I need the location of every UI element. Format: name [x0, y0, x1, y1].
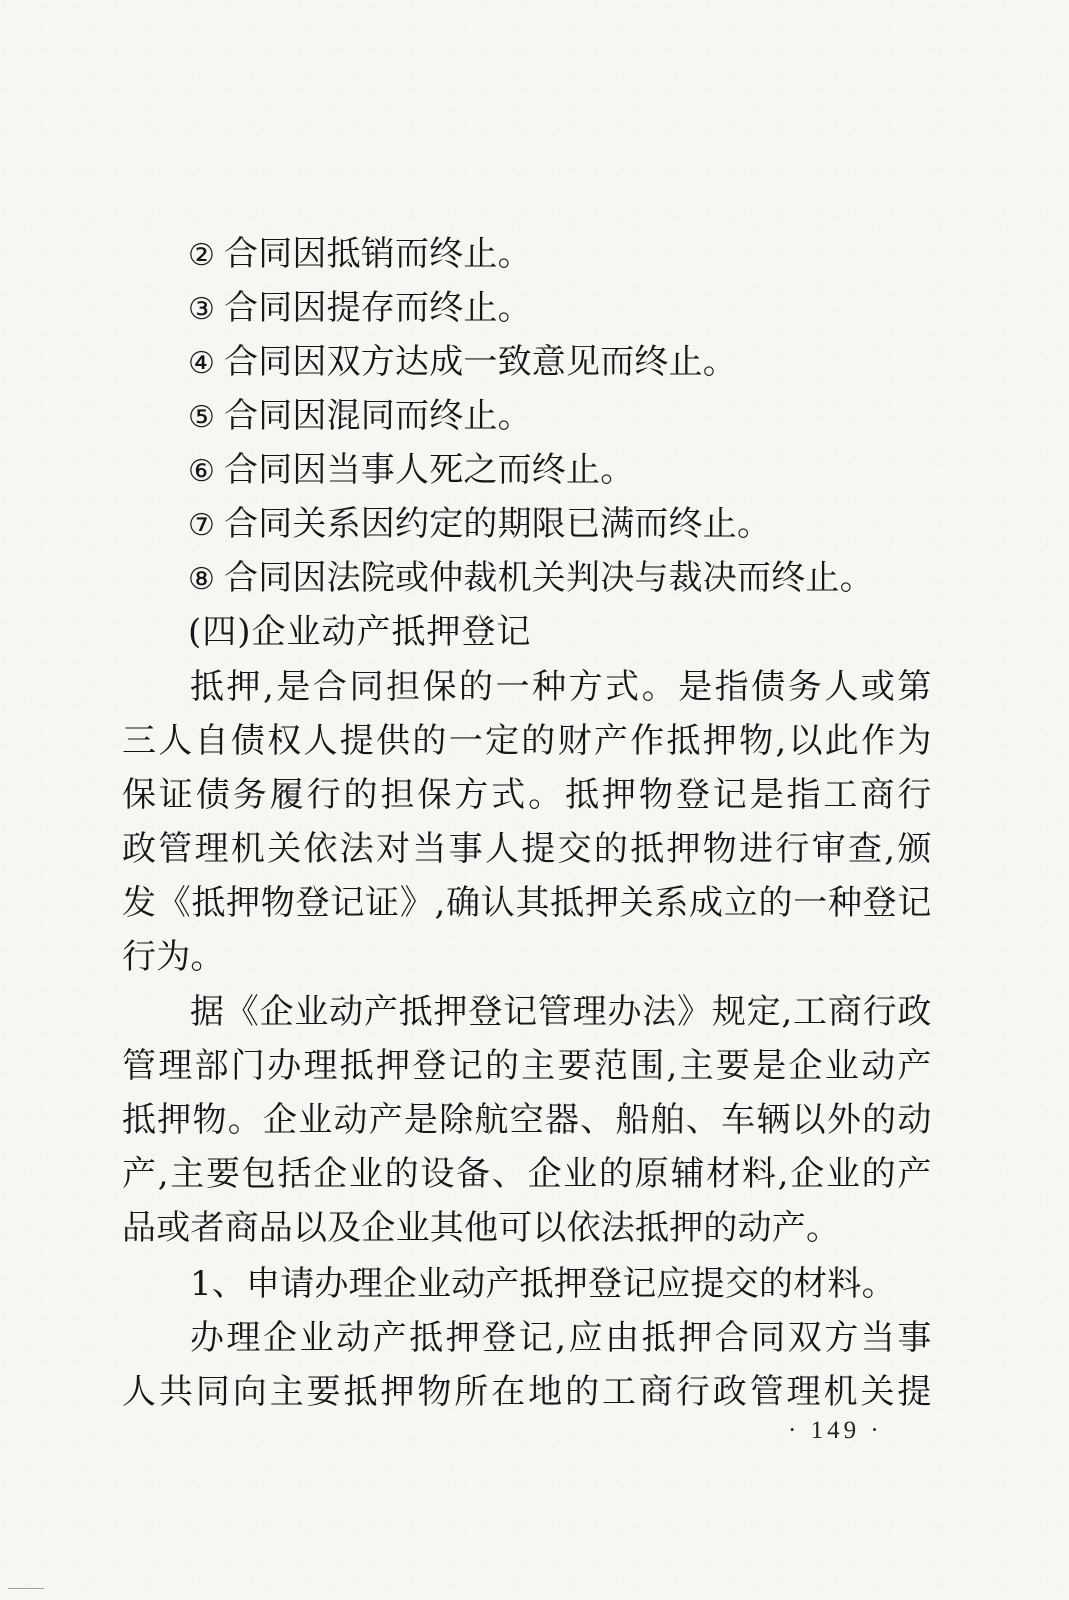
list-marker: ⑥ — [188, 454, 216, 489]
list-item-text: 合同因法院或仲裁机关判决与裁决而终止。 — [224, 558, 874, 598]
scan-edge-mark — [8, 1588, 44, 1589]
list-marker: ⑧ — [188, 562, 216, 597]
paragraph-2-line: 品或者商品以及企业其他可以依法抵押的动产。 — [122, 1208, 841, 1248]
paragraph-1-line: 发《抵押物登记证》,确认其抵押关系成立的一种登记 — [122, 883, 932, 923]
list-marker: ③ — [188, 292, 216, 327]
paragraph-1-line: 保证债务履行的担保方式。抵押物登记是指工商行 — [122, 775, 932, 815]
list-item-text: 合同因提存而终止。 — [224, 288, 532, 328]
list-marker: ④ — [188, 346, 216, 381]
paragraph-2-line: 管理部门办理抵押登记的主要范围,主要是企业动产 — [122, 1046, 932, 1086]
list-item-text: 合同因双方达成一致意见而终止。 — [224, 342, 737, 382]
paragraph-2-line: 据《企业动产抵押登记管理办法》规定,工商行政 — [190, 992, 932, 1032]
paragraph-3-line: 办理企业动产抵押登记,应由抵押合同双方当事 — [190, 1318, 932, 1358]
section-heading: (四)企业动产抵押登记 — [188, 612, 532, 652]
list-marker: ⑤ — [188, 400, 216, 435]
paragraph-1-line: 行为。 — [122, 937, 225, 977]
list-item-text: 合同因抵销而终止。 — [224, 234, 532, 274]
paragraph-2-line: 抵押物。企业动产是除航空器、船舶、车辆以外的动 — [122, 1100, 932, 1140]
list-marker: ⑦ — [188, 508, 216, 543]
paragraph-3-line: 人共同向主要抵押物所在地的工商行政管理机关提 — [122, 1372, 932, 1412]
paragraph-1-line: 三人自债权人提供的一定的财产作抵押物,以此作为 — [122, 721, 932, 761]
list-item — [188, 342, 737, 384]
list-item — [188, 504, 771, 546]
list-item-text: 合同关系因约定的期限已满而终止。 — [224, 504, 772, 544]
list-item-text: 合同因当事人死之而终止。 — [224, 450, 635, 490]
list-item — [188, 558, 874, 600]
paragraph-1-line: 政管理机关依法对当事人提交的抵押物进行审查,颁 — [122, 829, 932, 869]
paragraph-2-line: 产,主要包括企业的设备、企业的原辅材料,企业的产 — [122, 1154, 932, 1194]
list-item — [188, 288, 532, 330]
list-item — [188, 396, 532, 438]
paragraph-1-line: 抵押,是合同担保的一种方式。是指债务人或第 — [190, 667, 932, 707]
list-item-text: 合同因混同而终止。 — [224, 396, 532, 436]
list-item — [188, 234, 532, 276]
list-item — [188, 450, 634, 492]
page-number: · 149 · — [788, 1417, 883, 1444]
numbered-subheading: 1、申请办理企业动产抵押登记应提交的材料。 — [190, 1264, 896, 1304]
list-marker: ② — [188, 238, 216, 273]
